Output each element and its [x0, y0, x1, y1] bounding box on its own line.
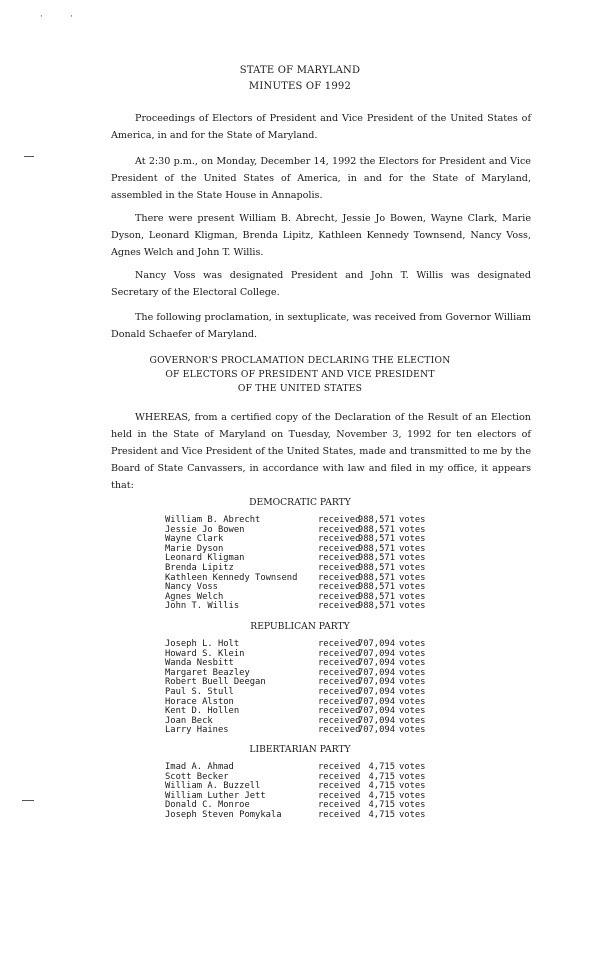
candidate-name: Agnes Welch: [165, 591, 224, 602]
candidate-name: William Luther Jett: [165, 790, 266, 801]
document-title: STATE OF MARYLAND: [239, 65, 361, 76]
vote-count: 707,094: [357, 658, 395, 669]
candidate-name: Imad A. Ahmad: [165, 762, 234, 772]
votes-label: votes: [399, 706, 426, 717]
vote-count: 707,094: [357, 715, 395, 726]
votes-label: votes: [399, 686, 426, 697]
candidate-name: Nancy Voss: [165, 582, 218, 593]
votes-label: votes: [399, 715, 426, 726]
votes-label: votes: [399, 725, 426, 736]
proclamation-title-line: OF ELECTORS OF PRESIDENT AND VICE PRESIDENT: [165, 369, 435, 380]
candidate-name: Leonard Kligman: [165, 553, 245, 564]
party-heading: LIBERTARIAN PARTY: [249, 744, 351, 755]
candidate-list-libertarian: [165, 763, 445, 821]
paragraph-present: There were present William B. Abrecht, Jessie Jo Bowen, Wayne Clark, Marie Dyson, Leonard Kligman, Brenda Lipitz, Kathleen Kennedy Townsend, Nancy Voss, Agnes Welch and John T. Willis.: [111, 213, 531, 258]
votes-label: votes: [399, 771, 426, 782]
vote-count: 988,571: [357, 582, 395, 593]
votes-label: votes: [399, 639, 426, 649]
received-label: received: [318, 686, 361, 697]
received-label: received: [318, 800, 361, 811]
vote-count: 4,715: [368, 771, 395, 782]
candidate-name: Brenda Lipitz: [165, 562, 234, 573]
received-label: received: [318, 543, 361, 554]
received-label: received: [318, 667, 361, 678]
vote-count: 988,571: [357, 534, 395, 545]
votes-label: votes: [399, 800, 426, 811]
received-label: received: [318, 790, 361, 801]
received-label: received: [318, 639, 361, 649]
scan-mark: ·: [70, 12, 73, 22]
paragraph-proceedings: Proceedings of Electors of President and Vice President of the United States of America, in and for the State of Maryland.: [111, 113, 531, 141]
candidate-name: William A. Buzzell: [165, 781, 261, 792]
received-label: received: [318, 725, 361, 736]
candidate-name: Paul S. Stull: [165, 686, 234, 697]
vote-count: 988,571: [357, 543, 395, 554]
received-label: received: [318, 762, 361, 772]
vote-count: 4,715: [368, 790, 395, 801]
candidate-name: Larry Haines: [165, 725, 229, 736]
margin-tick: [22, 800, 34, 801]
candidate-name: Marie Dyson: [165, 543, 224, 554]
votes-label: votes: [399, 677, 426, 688]
vote-count: 707,094: [357, 696, 395, 707]
vote-count: 988,571: [357, 524, 395, 535]
received-label: received: [318, 534, 361, 545]
candidate-name: Joan Beck: [165, 715, 213, 726]
votes-label: votes: [399, 667, 426, 678]
vote-count: 707,094: [357, 677, 395, 688]
received-label: received: [318, 677, 361, 688]
candidate-name: Margaret Beazley: [165, 667, 250, 678]
paragraph-assembly: At 2:30 p.m., on Monday, December 14, 1992 the Electors for President and Vice President of the United States of America, in and for the State of Maryland, assembled in the State House in Annapolis.: [111, 156, 531, 201]
vote-count: 707,094: [357, 686, 395, 697]
votes-label: votes: [399, 524, 426, 535]
candidate-name: Scott Becker: [165, 771, 229, 782]
candidate-name: Joseph L. Holt: [165, 639, 240, 649]
votes-label: votes: [399, 582, 426, 593]
votes-label: votes: [399, 601, 426, 612]
paragraph-proclamation-received: The following proclamation, in sextuplicate, was received from Governor William Donald Schaefer of Maryland.: [111, 312, 531, 340]
votes-label: votes: [399, 543, 426, 554]
received-label: received: [318, 591, 361, 602]
party-heading: DEMOCRATIC PARTY: [249, 497, 351, 508]
candidate-list-democratic: [165, 516, 445, 612]
candidate-list-republican: [165, 640, 445, 736]
votes-label: votes: [399, 762, 426, 772]
candidate-name: Joseph Steven Pomykala: [165, 809, 282, 820]
votes-label: votes: [399, 572, 426, 583]
vote-count: 4,715: [368, 800, 395, 811]
votes-label: votes: [399, 809, 426, 820]
vote-count: 988,571: [357, 562, 395, 573]
received-label: received: [318, 582, 361, 593]
vote-count: 988,571: [357, 553, 395, 564]
votes-label: votes: [399, 790, 426, 801]
vote-count: 4,715: [368, 809, 395, 820]
candidate-row: [165, 811, 445, 821]
votes-label: votes: [399, 534, 426, 545]
votes-label: votes: [399, 515, 426, 525]
candidate-name: Jessie Jo Bowen: [165, 524, 245, 535]
vote-count: 988,571: [357, 591, 395, 602]
received-label: received: [318, 771, 361, 782]
proclamation-title-line: GOVERNOR'S PROCLAMATION DECLARING THE ELECTION: [149, 355, 451, 366]
candidate-name: Donald C. Monroe: [165, 800, 250, 811]
candidate-name: Horace Alston: [165, 696, 234, 707]
vote-count: 4,715: [368, 781, 395, 792]
vote-count: 707,094: [357, 706, 395, 717]
candidate-row: [165, 726, 445, 736]
document-subtitle: MINUTES OF 1992: [248, 81, 352, 92]
candidate-name: Robert Buell Deegan: [165, 677, 266, 688]
candidate-name: Wanda Nesbitt: [165, 658, 234, 669]
candidate-name: Wayne Clark: [165, 534, 224, 545]
votes-label: votes: [399, 648, 426, 659]
received-label: received: [318, 706, 361, 717]
received-label: received: [318, 601, 361, 612]
vote-count: 988,571: [357, 515, 395, 525]
received-label: received: [318, 715, 361, 726]
votes-label: votes: [399, 591, 426, 602]
vote-count: 707,094: [357, 667, 395, 678]
candidate-name: Kent D. Hollen: [165, 706, 240, 717]
candidate-name: Kathleen Kennedy Townsend: [165, 572, 298, 583]
received-label: received: [318, 648, 361, 659]
margin-tick: [24, 156, 34, 157]
received-label: received: [318, 562, 361, 573]
received-label: received: [318, 809, 361, 820]
received-label: received: [318, 515, 361, 525]
received-label: received: [318, 658, 361, 669]
votes-label: votes: [399, 562, 426, 573]
scan-mark: ·: [40, 12, 43, 22]
candidate-name: Howard S. Klein: [165, 648, 245, 659]
proclamation-title-line: OF THE UNITED STATES: [237, 383, 363, 394]
vote-count: 4,715: [368, 762, 395, 772]
vote-count: 707,094: [357, 725, 395, 736]
received-label: received: [318, 696, 361, 707]
paragraph-designation: Nancy Voss was designated President and John T. Willis was designated Secretary of the Electoral College.: [111, 270, 531, 298]
votes-label: votes: [399, 553, 426, 564]
party-heading: REPUBLICAN PARTY: [250, 621, 350, 632]
candidate-row: [165, 602, 445, 612]
received-label: received: [318, 524, 361, 535]
vote-count: 707,094: [357, 648, 395, 659]
candidate-name: John T. Willis: [165, 601, 240, 612]
votes-label: votes: [399, 781, 426, 792]
vote-count: 988,571: [357, 572, 395, 583]
vote-count: 707,094: [357, 639, 395, 649]
paragraph-whereas: WHEREAS, from a certified copy of the Declaration of the Result of an Election held in the State of Maryland on Tuesday, November 3, 1992 for ten electors of President and Vice President of the United States, made and transmitted to me by the Board of State Canvassers, in accordance with law and filed in my office, it appears that:: [111, 412, 531, 491]
candidate-name: William B. Abrecht: [165, 515, 261, 525]
received-label: received: [318, 572, 361, 583]
vote-count: 988,571: [357, 601, 395, 612]
received-label: received: [318, 553, 361, 564]
received-label: received: [318, 781, 361, 792]
votes-label: votes: [399, 696, 426, 707]
votes-label: votes: [399, 658, 426, 669]
